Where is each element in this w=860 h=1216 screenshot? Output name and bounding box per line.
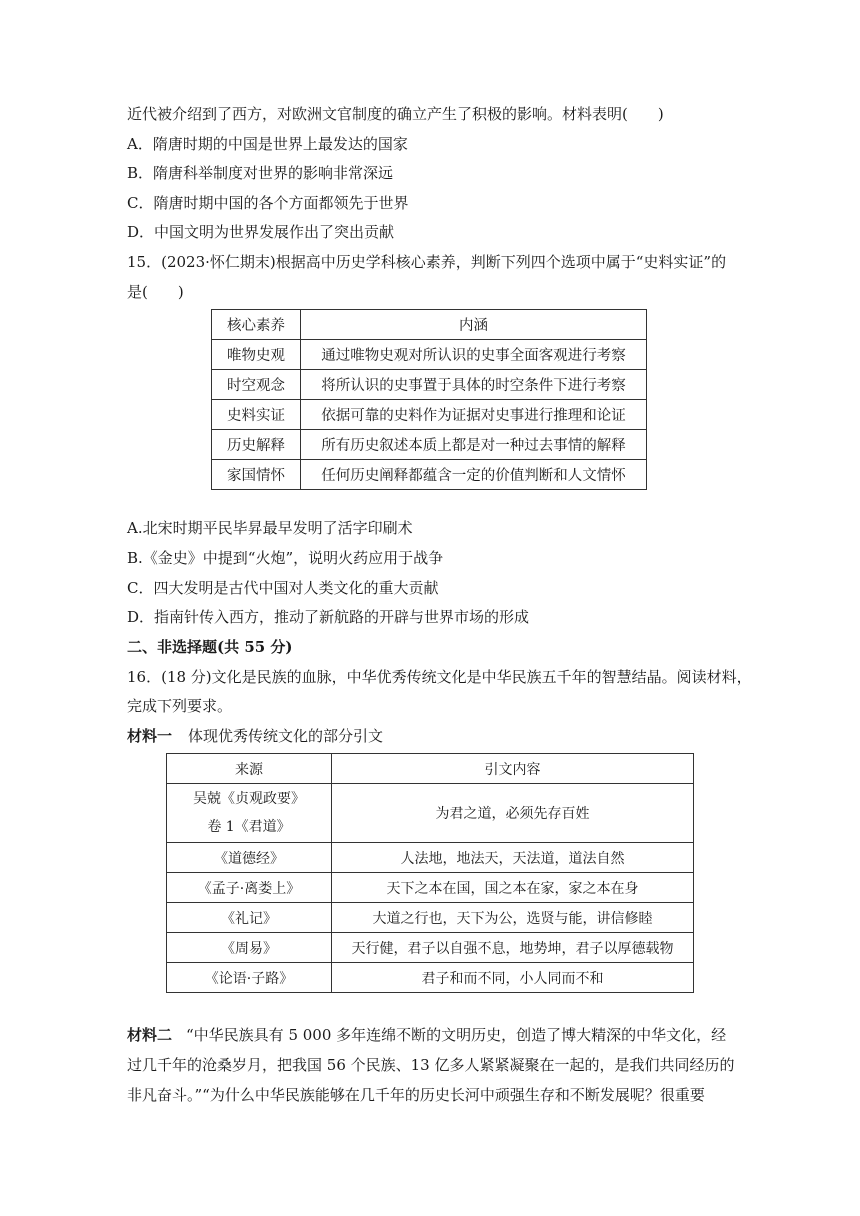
- table-cell: 《道德经》: [167, 843, 332, 873]
- q16-stem-line1: 16．(18 分)文化是民族的血脉，中华优秀传统文化是中华民族五千年的智慧结晶。阅读材料，: [127, 668, 752, 686]
- table-row: [167, 963, 694, 993]
- table-cell: 天行健，君子以自强不息，地势坤，君子以厚德载物: [332, 933, 694, 963]
- q14-option-c: C．隋唐时期中国的各个方面都领先于世界: [127, 194, 409, 212]
- q14-option-d: D．中国文明为世界发展作出了突出贡献: [127, 223, 395, 241]
- q15-stem-line1: 15．(2023·怀仁期末)根据高中历史学科核心素养，判断下列四个选项中属于“史料实证”的: [127, 253, 727, 271]
- table-cell: 通过唯物史观对所认识的史事全面客观进行考察: [301, 340, 647, 370]
- q15-option-c: C．四大发明是古代中国对人类文化的重大贡献: [127, 579, 439, 597]
- core-literacy-table: [211, 309, 647, 490]
- material-two-line1: [127, 1025, 726, 1045]
- material-two-line2: 过几千年的沧桑岁月，把我国 56 个民族、13 亿多人紧紧凝聚在一起的，是我们共同经历的: [127, 1056, 735, 1074]
- section-heading: 二、非选择题(共 55 分): [127, 638, 293, 656]
- table-header-cell: 内涵: [301, 310, 647, 340]
- q15-option-b: B.《金史》中提到“火炮”，说明火药应用于战争: [127, 549, 444, 567]
- table-cell: 历史解释: [212, 430, 301, 460]
- material-two-text: “中华民族具有 5 000 多年连绵不断的文明历史，创造了博大精深的中华文化，经: [186, 1026, 727, 1044]
- table-cell: 《论语·子路》: [167, 963, 332, 993]
- table-cell: 所有历史叙述本质上都是对一种过去事情的解释: [301, 430, 647, 460]
- q15-option-a: A.北宋时期平民毕昇最早发明了活字印刷术: [127, 519, 413, 537]
- table-row: [167, 873, 694, 903]
- q14-option-a: A．隋唐时期的中国是世界上最发达的国家: [127, 135, 408, 153]
- table-header-cell: 核心素养: [212, 310, 301, 340]
- table-cell: 大道之行也，天下为公，选贤与能，讲信修睦: [332, 903, 694, 933]
- table-cell: 将所认识的史事置于具体的时空条件下进行考察: [301, 370, 647, 400]
- material-one-caption: [127, 726, 383, 746]
- table-header-cell: 引文内容: [332, 754, 694, 784]
- source-line: 吴兢《贞观政要》: [193, 791, 305, 807]
- q15-option-d: D．指南针传入西方，推动了新航路的开辟与世界市场的形成: [127, 608, 530, 626]
- table-cell: 时空观念: [212, 370, 301, 400]
- table-cell: 天下之本在国，国之本在家，家之本在身: [332, 873, 694, 903]
- table-cell: 为君之道，必须先存百姓: [332, 784, 694, 843]
- material-two-label: 材料二: [127, 1026, 173, 1044]
- table-cell: 《礼记》: [167, 903, 332, 933]
- material-one-title: 体现优秀传统文化的部分引文: [188, 727, 384, 745]
- table-row: [212, 400, 647, 430]
- table-row: [167, 784, 694, 843]
- quotation-table: [166, 753, 694, 993]
- q14-option-b: B．隋唐科举制度对世界的影响非常深远: [127, 164, 394, 182]
- table-cell: 史料实证: [212, 400, 301, 430]
- table-row: [212, 430, 647, 460]
- q14-continuation: 近代被介绍到了西方，对欧洲文官制度的确立产生了积极的影响。材料表明( ): [127, 105, 664, 123]
- material-two-line3: 非凡奋斗。”“为什么中华民族能够在几千年的历史长河中顽强生存和不断发展呢？很重要: [127, 1086, 705, 1104]
- table-header-row: [212, 310, 647, 340]
- material-one-label: 材料一: [127, 727, 173, 745]
- q15-stem-line2: 是( ): [127, 283, 184, 301]
- table-row: [212, 370, 647, 400]
- table-row: [212, 340, 647, 370]
- table-cell: 人法地，地法天，天法道，道法自然: [332, 843, 694, 873]
- table-cell: 君子和而不同，小人同而不和: [332, 963, 694, 993]
- table-row: [212, 460, 647, 490]
- table-cell: 任何历史阐释都蕴含一定的价值判断和人文情怀: [301, 460, 647, 490]
- table-header-row: [167, 754, 694, 784]
- table-cell: [167, 784, 332, 843]
- table-cell: 《孟子·离娄上》: [167, 873, 332, 903]
- table-cell: 唯物史观: [212, 340, 301, 370]
- table-row: [167, 843, 694, 873]
- table-row: [167, 903, 694, 933]
- table-cell: 家国情怀: [212, 460, 301, 490]
- source-line: 卷 1《君道》: [207, 819, 291, 835]
- table-cell: 依据可靠的史料作为证据对史事进行推理和论证: [301, 400, 647, 430]
- q16-stem-line2: 完成下列要求。: [127, 697, 233, 715]
- table-header-cell: 来源: [167, 754, 332, 784]
- table-cell: 《周易》: [167, 933, 332, 963]
- table-row: [167, 933, 694, 963]
